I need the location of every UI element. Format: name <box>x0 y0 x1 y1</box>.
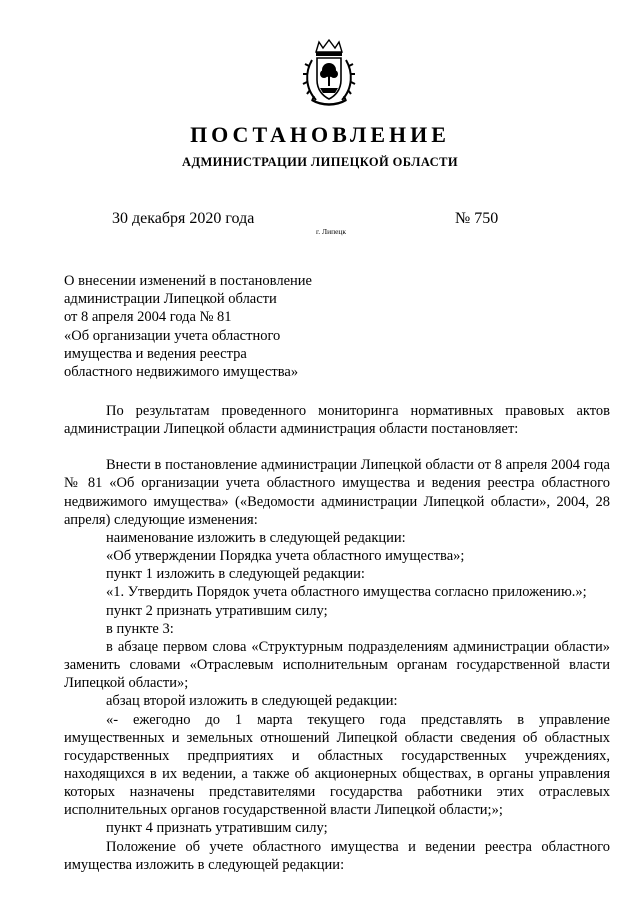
subject-line: «Об организации учета областного <box>64 327 281 344</box>
subject-line: от 8 апреля 2004 года № 81 <box>64 309 232 326</box>
body-paragraph: в абзаце первом слова «Структурным подразделениям администрации области» заменить словами «Отраслевым исполнительным органам государственной власти Липецкой области»; <box>64 638 610 692</box>
document-number: № 750 <box>455 210 499 227</box>
body-paragraph: пункт 4 признать утратившим силу; <box>106 820 328 837</box>
document-city: г. Липецк <box>316 227 347 236</box>
body-paragraph: По результатам проведенного мониторинга нормативных правовых актов администрации Липецкой области администрация области постановляет: <box>64 403 610 438</box>
document-subject <box>64 272 312 381</box>
subject-line: администрации Липецкой области <box>64 291 277 308</box>
body-paragraph: пункт 1 изложить в следующей редакции: <box>106 566 365 583</box>
document-title: ПОСТАНОВЛЕНИЕ <box>190 122 450 147</box>
subject-line: О внесении изменений в постановление <box>64 273 312 289</box>
body-paragraph: Положение об учете областного имущества и ведении реестра областного имущества изложить в следующей редакции: <box>64 838 610 873</box>
subject-line: областного недвижимого имущества» <box>64 364 299 381</box>
body-paragraph: «1. Утвердить Порядок учета областного имущества согласно приложению.»; <box>106 584 587 601</box>
body-paragraph: наименование изложить в следующей редакции: <box>106 529 406 546</box>
body-paragraph: пункт 2 признать утратившим силу; <box>106 602 328 619</box>
body-paragraph: «Об утверждении Порядка учета областного имущества»; <box>106 548 465 565</box>
document-body <box>64 402 610 874</box>
body-paragraph: абзац второй изложить в следующей редакции: <box>106 693 398 710</box>
body-paragraph: Внести в постановление администрации Липецкой области от 8 апреля 2004 года № 81 «Об организации учета областного имущества и ведения реестра областного недвижимого имущества» («Ведомости администрации Липецкой области», 2004, 28 апреля) следующие изменения: <box>64 457 610 528</box>
body-paragraph: в пункте 3: <box>106 620 174 637</box>
body-paragraph: «- ежегодно до 1 марта текущего года представлять в управление имущественных и земельных отношений Липецкой области сведения об областных государственных предприятиях и областных государственных учреждениях, находящихся в их ведении, а также об акционерных обществах, в органы управления которых назначены представителями государства работники этих отраслевых исполнительных органов государственной власти Липецкой области;»; <box>64 711 610 819</box>
subject-line: имущества и ведения реестра <box>64 345 247 362</box>
coat-of-arms-icon <box>302 38 356 108</box>
document-subtitle: АДМИНИСТРАЦИИ ЛИПЕЦКОЙ ОБЛАСТИ <box>182 155 458 169</box>
document-date: 30 декабря 2020 года <box>112 210 255 227</box>
